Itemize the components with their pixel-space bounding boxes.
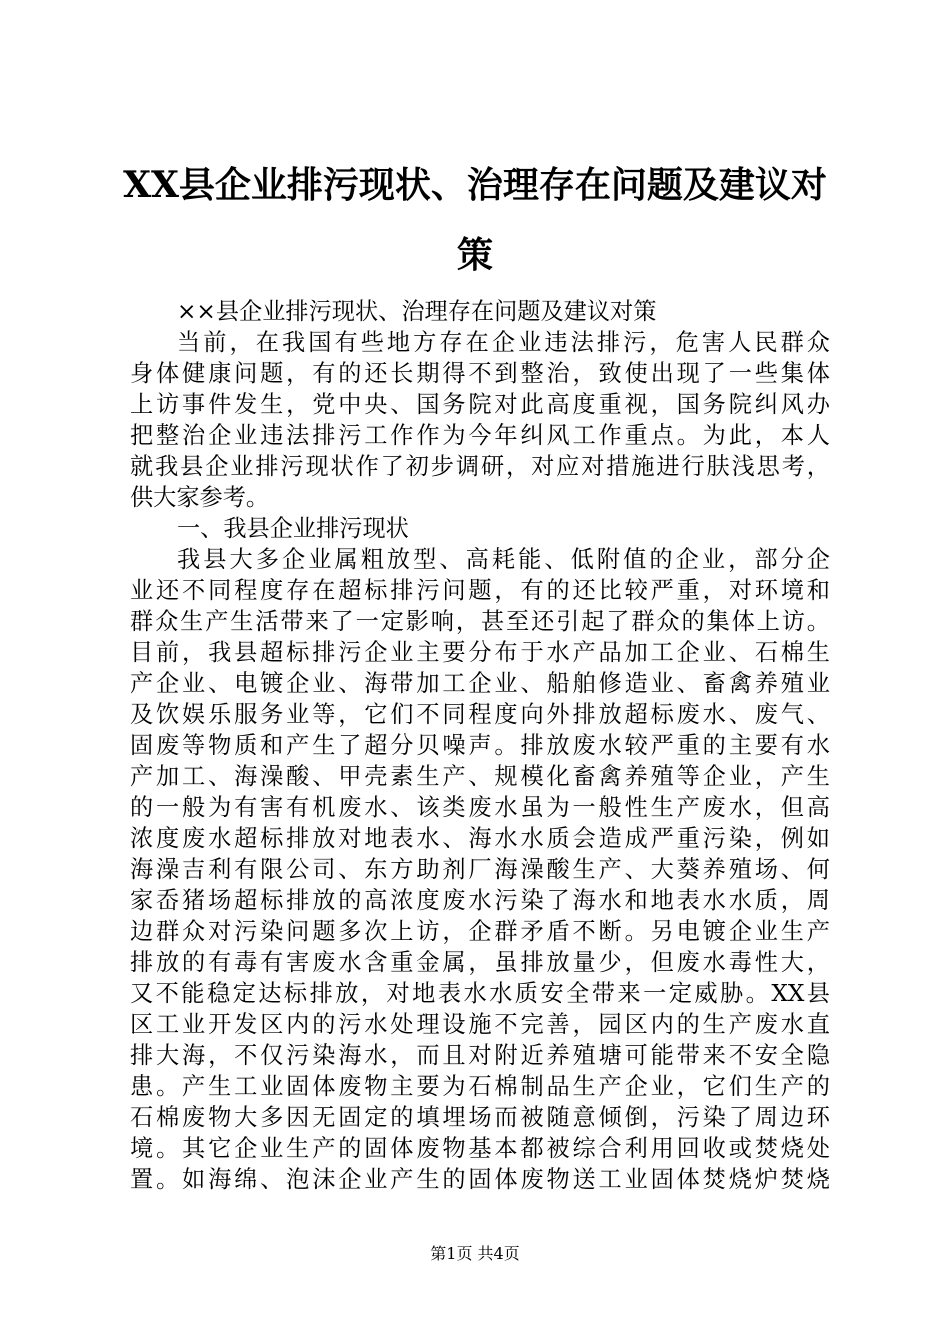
subtitle-line: ××县企业排污现状、治理存在问题及建议对策 [177,298,657,325]
body-line: 排大海，不仅污染海水，而且对附近养殖塘可能带来不安全隐 [130,1042,830,1069]
body-line: 群众生产生活带来了一定影响，甚至还引起了群众的集体上访。 [130,608,830,635]
body-line: 石棉废物大多因无固定的填埋场而被随意倾倒，污染了周边环 [130,1104,830,1131]
body-line: 边群众对污染问题多次上访，企群矛盾不断。另电镀企业生产 [130,918,830,945]
body-line: 浓度废水超标排放对地表水、海水水质会造成严重污染，例如 [130,825,830,852]
section-heading: 一、我县企业排污现状 [177,515,409,542]
body-line: 目前，我县超标排污企业主要分布于水产品加工企业、石棉生 [130,639,830,666]
body-line: 患。产生工业固体废物主要为石棉制品生产企业，它们生产的 [130,1073,830,1100]
page-footer: 第1页 共4页 [430,1244,520,1263]
document-title-line-2: 策 [456,234,493,276]
body-line: 固废等物质和产生了超分贝噪声。排放废水较严重的主要有水 [130,732,830,759]
body-line: 上访事件发生，党中央、国务院对此高度重视，国务院纠风办 [130,391,830,418]
body-line: 家岙猪场超标排放的高浓度废水污染了海水和地表水水质，周 [130,887,830,914]
body-line: 排放的有毒有害废水含重金属，虽排放量少，但废水毒性大， [130,949,830,976]
body-line: 产加工、海澡酸、甲壳素生产、规模化畜禽养殖等企业，产生 [130,763,830,790]
body-line: 及饮娱乐服务业等，它们不同程度向外排放超标废水、废气、 [130,701,830,728]
body-line: 又不能稳定达标排放，对地表水水质安全带来一定威胁。XX县 [130,980,830,1007]
body-line: 供大家参考。 [130,484,270,511]
body-line: 境。其它企业生产的固体废物基本都被综合利用回收或焚烧处 [130,1135,830,1162]
body-line: 区工业开发区内的污水处理设施不完善，园区内的生产废水直 [130,1011,830,1038]
body-line: 我县大多企业属粗放型、高耗能、低附值的企业，部分企 [177,546,830,573]
body-line: 的一般为有害有机废水、该类废水虽为一般性生产废水，但高 [130,794,830,821]
document-body [130,296,830,1195]
body-line: 海澡吉利有限公司、东方助剂厂海澡酸生产、大葵养殖场、何 [130,856,830,883]
body-line: 产企业、电镀企业、海带加工企业、船舶修造业、畜禽养殖业 [130,670,830,697]
body-line: 身体健康问题，有的还长期得不到整治，致使出现了一些集体 [130,360,830,387]
body-line: 把整治企业违法排污工作作为今年纠风工作重点。为此，本人 [130,422,830,449]
body-line: 当前，在我国有些地方存在企业违法排污，危害人民群众 [177,329,830,356]
document-title-line-1: XX县企业排污现状、治理存在问题及建议对 [123,164,827,206]
body-line: 就我县企业排污现状作了初步调研，对应对措施进行肤浅思考， [130,453,830,480]
body-line: 置。如海绵、泡沫企业产生的固体废物送工业固体焚烧炉焚烧 [130,1166,830,1193]
body-line: 业还不同程度存在超标排污问题，有的还比较严重，对环境和 [130,577,830,604]
